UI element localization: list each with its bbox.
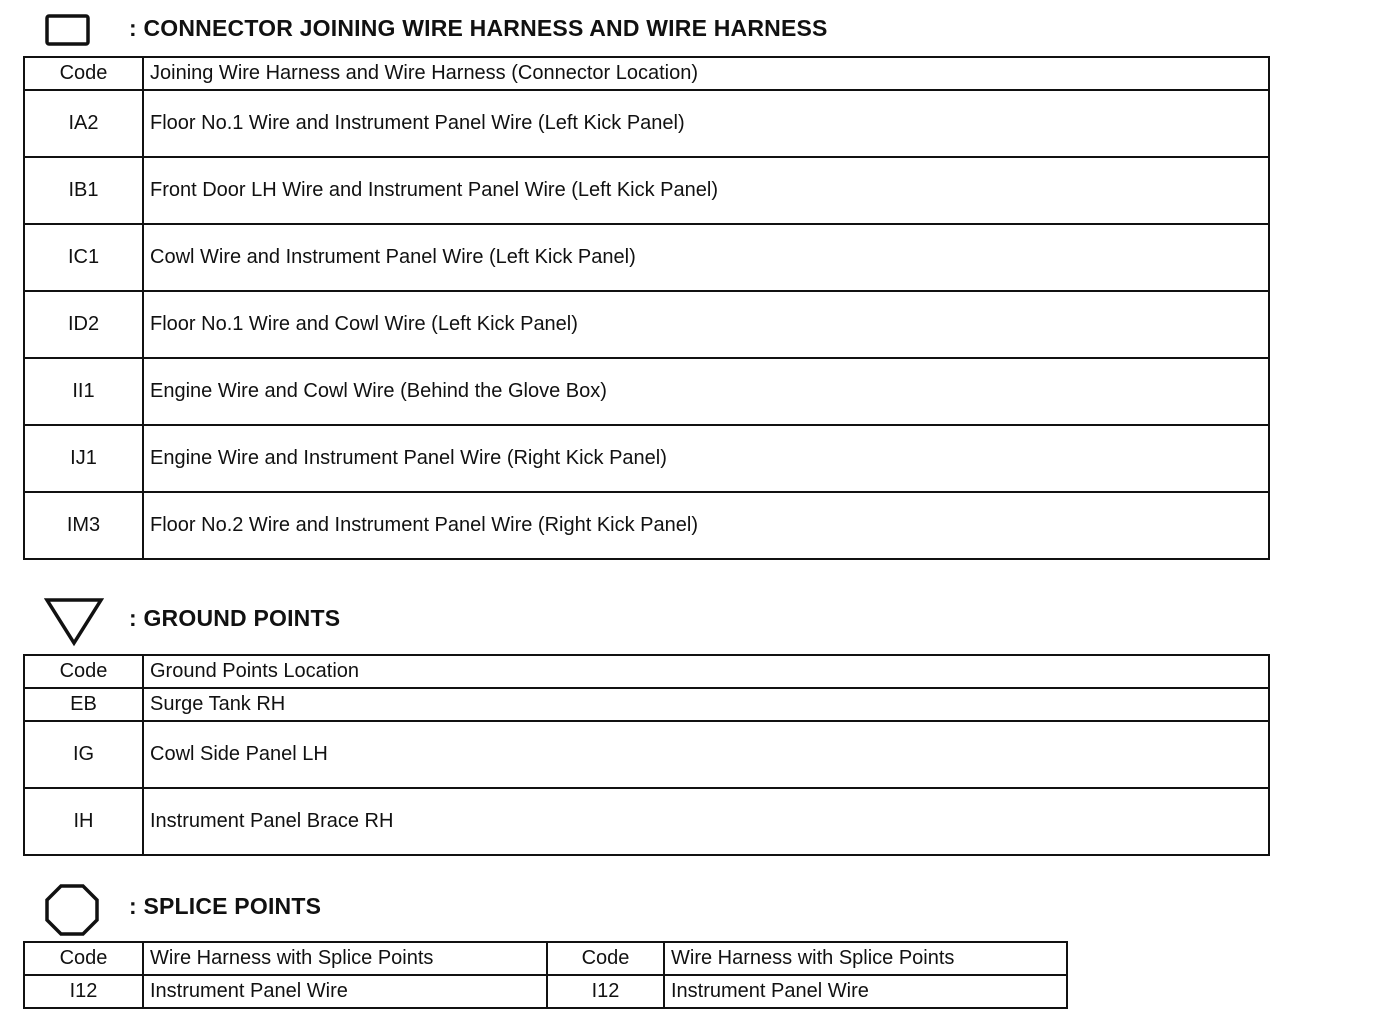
row-code: EB [24,688,143,721]
row-desc: Instrument Panel Wire [143,975,547,1008]
row-desc: Engine Wire and Instrument Panel Wire (Right Kick Panel) [143,425,1269,492]
row-desc: Floor No.2 Wire and Instrument Panel Wire (Right Kick Panel) [143,492,1269,559]
header-code: Code [24,57,143,90]
table-row [24,492,1269,559]
row-desc: Floor No.1 Wire and Cowl Wire (Left Kick Panel) [143,291,1269,358]
row-code: IH [24,788,143,855]
table-row [24,224,1269,291]
row-code: ID2 [24,291,143,358]
row-code: IG [24,721,143,788]
row-code: IM3 [24,492,143,559]
table-row [24,358,1269,425]
row-desc: Surge Tank RH [143,688,1269,721]
row-code: IA2 [24,90,143,157]
header-code: Code [24,655,143,688]
octagon-outline-icon [44,883,100,937]
connector-section-title: : CONNECTOR JOINING WIRE HARNESS AND WIRE HARNESS [129,15,828,41]
ground-section-title: : GROUND POINTS [129,605,341,631]
square-outline-icon [45,13,91,47]
row-code: I12 [24,975,143,1008]
table-row [24,90,1269,157]
row-desc: Floor No.1 Wire and Instrument Panel Wire (Left Kick Panel) [143,90,1269,157]
header-desc: Wire Harness with Splice Points [143,942,547,975]
header-desc: Joining Wire Harness and Wire Harness (Connector Location) [143,57,1269,90]
ground-table [23,654,1270,856]
row-code: IC1 [24,224,143,291]
table-row [24,157,1269,224]
row-desc-2: Instrument Panel Wire [664,975,1067,1008]
row-code: IB1 [24,157,143,224]
row-desc: Cowl Wire and Instrument Panel Wire (Left Kick Panel) [143,224,1269,291]
splice-table [23,941,1068,1009]
triangle-down-icon [44,597,104,647]
table-header-row [24,655,1269,688]
header-desc-2: Wire Harness with Splice Points [664,942,1067,975]
header-code: Code [24,942,143,975]
table-row [24,291,1269,358]
table-row [24,788,1269,855]
header-code-2: Code [547,942,664,975]
row-code-2: I12 [547,975,664,1008]
header-desc: Ground Points Location [143,655,1269,688]
row-desc: Instrument Panel Brace RH [143,788,1269,855]
table-row [24,721,1269,788]
table-row [24,688,1269,721]
table-row [24,975,1067,1008]
table-row [24,425,1269,492]
row-desc: Front Door LH Wire and Instrument Panel Wire (Left Kick Panel) [143,157,1269,224]
splice-section-title: : SPLICE POINTS [129,893,322,919]
table-header-row [24,942,1067,975]
row-code: II1 [24,358,143,425]
row-desc: Engine Wire and Cowl Wire (Behind the Glove Box) [143,358,1269,425]
row-desc: Cowl Side Panel LH [143,721,1269,788]
row-code: IJ1 [24,425,143,492]
connector-table [23,56,1270,560]
table-header-row [24,57,1269,90]
